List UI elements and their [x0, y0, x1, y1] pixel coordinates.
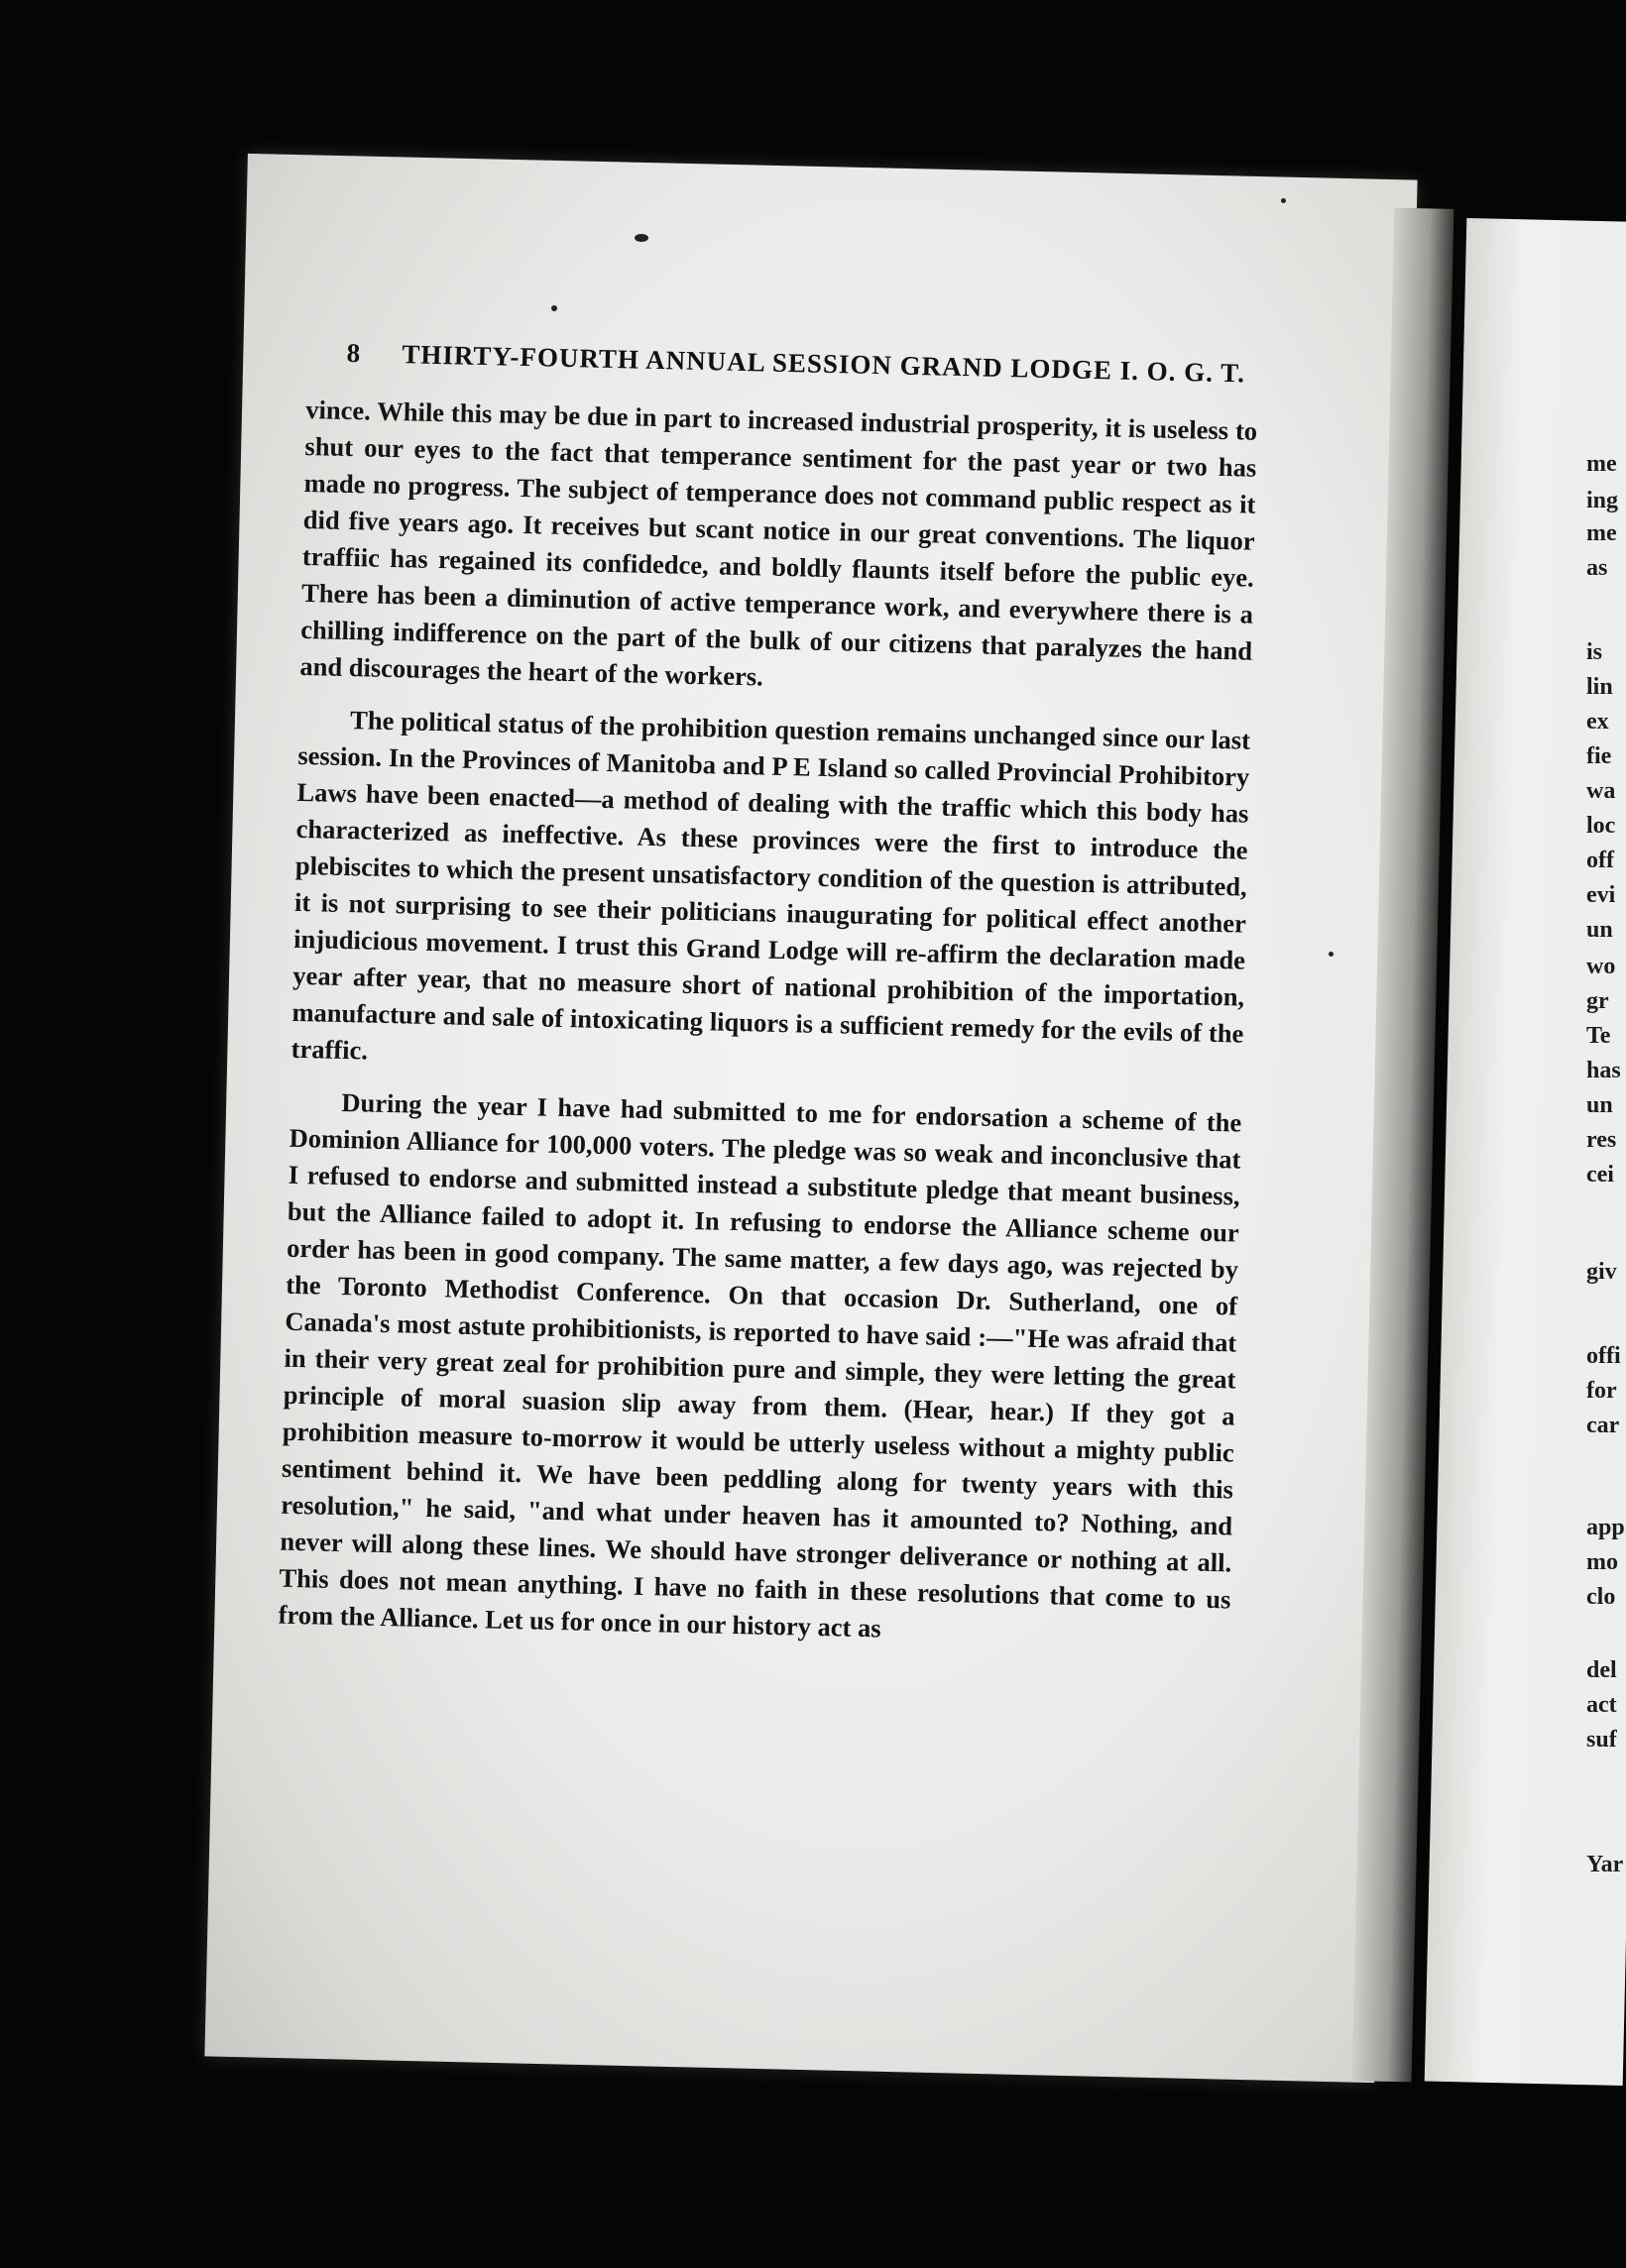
- scan-speck: [1281, 198, 1286, 203]
- facing-page-fragment: app: [1586, 1515, 1625, 1540]
- facing-page-fragment: act: [1586, 1692, 1617, 1718]
- facing-page-fragment: ex: [1586, 709, 1609, 735]
- scan-speck: [635, 234, 648, 242]
- facing-page-fragment: me: [1586, 451, 1617, 477]
- facing-page-fragment: giv: [1586, 1259, 1617, 1285]
- facing-page-fragment: clo: [1586, 1584, 1616, 1610]
- facing-page-fragment: Te: [1586, 1023, 1611, 1049]
- facing-page-fragment: lin: [1586, 674, 1613, 700]
- facing-page-fragment: res: [1586, 1127, 1617, 1153]
- facing-page-fragment: Yar: [1586, 1852, 1624, 1877]
- paragraph-2: The political status of the prohibition question remains unchanged since our last session. In the Provinces of Manitoba and P E Island so called Provincial Prohibitory Laws have been enacted—a method of dealing with the traffic which this body has characterized as ineffective. As these provinces were the first to introduce the plebiscites to which the present unsatisfactory condition of the question is attributed, it is not surprising to see their politicians inaugurating for political effect another injudicious movement. I trust this Grand Lodge will re-affirm the declaration made year after year, that no measure short of national prohibition of the importation, manufacture and sale of intoxicating liquors is a sufficient remedy for the evils of the traffic.: [290, 705, 1251, 1066]
- facing-page-fragment: ing: [1586, 488, 1619, 513]
- facing-page-fragment: wo: [1586, 954, 1616, 979]
- facing-page-fragment: off: [1586, 848, 1614, 873]
- facing-page-fragment: as: [1586, 555, 1608, 581]
- facing-page-fragment: fie: [1586, 743, 1612, 769]
- facing-page-fragment: un: [1586, 1092, 1613, 1118]
- facing-page-fragment: offi: [1586, 1343, 1621, 1369]
- facing-page-fragment: suf: [1586, 1727, 1617, 1753]
- page-number: 8: [346, 337, 362, 369]
- facing-page-fragment: me: [1586, 520, 1617, 546]
- facing-page-fragment: mo: [1586, 1549, 1618, 1575]
- paragraph-3: During the year I have had submitted to me for endorsation a scheme of the Dominion Alliance for 100,000 voters. The pledge was so weak and inconclusive that I refused to endorse and submitted instead a substitute pledge that meant business, but the Alliance failed to adopt it. In refusing to endorse the Alliance scheme our order has been in good company. The same matter, a few days ago, was rejected by the Toronto Methodist Conference. On that occasion Dr. Sutherland, one of Canada's most astute prohibitionists, is reported to have said :—"He was afraid that in their very great zeal for prohibition pure and simple, they were letting the great principle of moral suasion slip away from them. (Hear, hear.) If they got a prohibition measure to-morrow it would be utterly useless without a mighty public sentiment behind it. We have been peddling along for twenty years with this resolution," he said, "and what under heaven has it amounted to? Nothing, and never will along these lines. We should have stronger deliverance or nothing at all. This does not mean anything. I have no faith in these resolutions that come to us from the Alliance. Let us for once in our history act as: [278, 1086, 1242, 1644]
- facing-page-fragment: cei: [1586, 1162, 1614, 1188]
- facing-page-fragment: car: [1586, 1413, 1620, 1438]
- facing-page-fragment: has: [1586, 1058, 1621, 1083]
- facing-page-fragment: evi: [1586, 882, 1616, 908]
- page-text-block: [278, 337, 1259, 1670]
- paragraph-1: vince. While this may be due in part to increased industrial prosperity, it is useless to shut our eyes to the fact that temperance sentiment for the past year or two has made no progress. The subject of temperance does not command public respect as it did five years ago. It receives but scant notice in our great conventions. The liquor traffiic has regained its confidedce, and boldly flaunts itself before the public eye. There has been a diminution of active temperance work, and everywhere there is a chilling indifference on the part of the bulk of our citizens that paralyzes the hand and discourages the heart of the workers.: [299, 394, 1258, 692]
- facing-page-fragment: gr: [1586, 988, 1609, 1014]
- scan-speck: [1329, 952, 1334, 957]
- facing-page-fragment: del: [1586, 1657, 1617, 1683]
- facing-page-fragment: wa: [1586, 778, 1616, 804]
- facing-page-fragment: for: [1586, 1378, 1617, 1404]
- running-head-title: THIRTY-FOURTH ANNUAL SESSION GRAND LODGE I. O. G. T.: [402, 339, 1246, 389]
- facing-page-fragment: un: [1586, 917, 1613, 943]
- scan-speck: [551, 305, 557, 311]
- facing-page-fragment: loc: [1586, 813, 1616, 839]
- facing-page-fragment: is: [1586, 639, 1603, 665]
